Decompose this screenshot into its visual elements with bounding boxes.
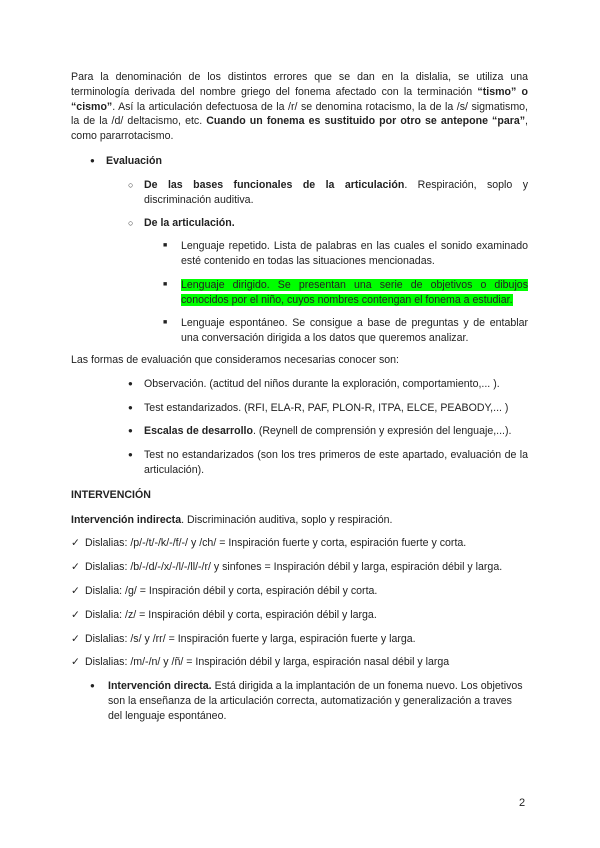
formas-item-text: Observación. (actitud del niños durante la exploración, comportamiento,... ).: [144, 377, 500, 390]
evaluacion-sub1: [71, 178, 528, 208]
formas-item-text: Test no estandarizados (son los tres primeros de este apartado, evaluación de la articulación).: [144, 449, 528, 476]
articulacion-item: [71, 239, 528, 269]
dislalia-text: Dislalias: /b/-/d/-/x/-/l/-/ll/-/r/ y sinfones = Inspiración débil y larga, espiración débil y larga.: [85, 561, 503, 574]
disc-bullet-icon: ●: [90, 155, 95, 165]
circle-bullet-icon: ○: [128, 179, 134, 190]
intro-text-1: Para la denominación de los distintos errores que se dan en la dislalia, se utiliza una terminología derivada del nombre griego del fonema afectado con la terminación: [71, 71, 528, 98]
disc-bullet-icon: ●: [128, 378, 133, 388]
dislalia-line: [71, 655, 528, 670]
square-bullet-icon: ■: [163, 319, 168, 327]
articulacion-item: [71, 316, 528, 346]
formas-item-bold: Escalas de desarrollo: [144, 425, 253, 438]
articulacion-item-text: Lenguaje repetido. Lista de palabras en las cuales el sonido examinado esté contenido en todas las situaciones mencionadas.: [181, 240, 528, 267]
intervencion-directa: [71, 679, 528, 723]
intro-paragraph: [71, 70, 528, 144]
checkmark-icon: ✓: [71, 632, 80, 645]
page-number: 2: [519, 797, 526, 809]
dislalia-text: Dislalia: /z/ = Inspiración débil y corta, espiración débil y larga.: [85, 608, 377, 621]
disc-bullet-icon: ●: [90, 681, 95, 691]
evaluacion-sub1-bold: De las bases funcionales de la articulación: [144, 178, 405, 191]
intervencion-indirecta: [71, 513, 528, 528]
formas-item-text: Test estandarizados. (RFI, ELA-R, PAF, PLON-R, ITPA, ELCE, PEABODY,... ): [144, 401, 509, 414]
articulacion-item-text: Lenguaje espontáneo. Se consigue a base de preguntas y de entablar una conversación dirigida a los datos que queremos analizar.: [181, 317, 528, 345]
evaluacion-sub2-bold: De la articulación.: [144, 217, 235, 230]
intro-text-2: . Así la articulación defectuosa de la /r/ se denomina rotacismo, la de la /s/ sigmatismo, la de la /d/ deltacismo, etc.: [71, 100, 528, 128]
dislalia-text: Dislalia: /g/ = Inspiración débil y corta, espiración débil y corta.: [85, 584, 378, 597]
dislalia-text: Dislalias: /m/-/n/ y /ñ/ = Inspiración débil y larga, espiración nasal débil y larga: [85, 656, 450, 669]
circle-bullet-icon: ○: [128, 218, 134, 229]
dislalia-text: Dislalias: /s/ y /rr/ = Inspiración fuerte y larga, espiración fuerte y larga.: [85, 632, 416, 645]
dislalia-line: [71, 608, 528, 623]
directa-bold: Intervención directa.: [108, 680, 212, 693]
evaluacion-heading-row: [71, 154, 528, 169]
disc-bullet-icon: ●: [128, 450, 133, 460]
formas-item: [71, 448, 528, 478]
checkmark-icon: ✓: [71, 561, 80, 574]
square-bullet-icon: ■: [163, 280, 168, 288]
formas-item: [71, 424, 528, 439]
evaluacion-heading: Evaluación: [106, 154, 162, 167]
checkmark-icon: ✓: [71, 537, 80, 550]
intro-bold-2: Cuando un fonema es sustituido por otro se antepone “para”: [206, 115, 526, 128]
checkmark-icon: ✓: [71, 608, 80, 621]
formas-intro: Las formas de evaluación que consideramos necesarias conocer son:: [71, 353, 400, 366]
directa-text: Está dirigida a la implantación de un fonema nuevo. Los objetivos son la enseñanza de la articulación correcta, automatización y generalización a traves del lenguaje espontáneo.: [108, 680, 523, 722]
dislalia-line: [71, 536, 528, 551]
dislalia-line: [71, 584, 528, 599]
intro-text-3: , como pararrotacismo.: [71, 115, 528, 143]
evaluacion-sub1-text: . Respiración, soplo y discriminación auditiva.: [144, 178, 528, 206]
intro-bold-1: “tismo” o “cismo”: [71, 85, 528, 113]
formas-item: [71, 401, 528, 416]
dislalia-line: [71, 632, 528, 647]
formas-item-text: . (Reynell de comprensión y expresión del lenguaje,...).: [252, 425, 512, 438]
disc-bullet-icon: ●: [128, 426, 133, 436]
checkmark-icon: ✓: [71, 656, 80, 669]
articulacion-item: [71, 278, 528, 308]
highlighted-text: Lenguaje dirigido. Se presentan una serie de objetivos o dibujos conocidos por el niño, cuyos nombres contengan el fonema a estudiar.: [181, 278, 528, 306]
indirecta-text: . Discriminación auditiva, soplo y respiración.: [181, 513, 393, 526]
dislalia-text: Dislalias: /p/-/t/-/k/-/f/-/ y /ch/ = Inspiración fuerte y corta, espiración fuerte y corta.: [85, 537, 467, 550]
page-content: [71, 70, 528, 724]
evaluacion-sub2: [71, 216, 528, 231]
formas-item: [71, 377, 528, 392]
intervencion-heading: INTERVENCIÓN: [71, 488, 151, 501]
square-bullet-icon: ■: [163, 242, 168, 250]
indirecta-bold: Intervención indirecta: [71, 513, 182, 526]
disc-bullet-icon: ●: [128, 402, 133, 412]
dislalia-line: [71, 560, 528, 575]
checkmark-icon: ✓: [71, 584, 80, 597]
